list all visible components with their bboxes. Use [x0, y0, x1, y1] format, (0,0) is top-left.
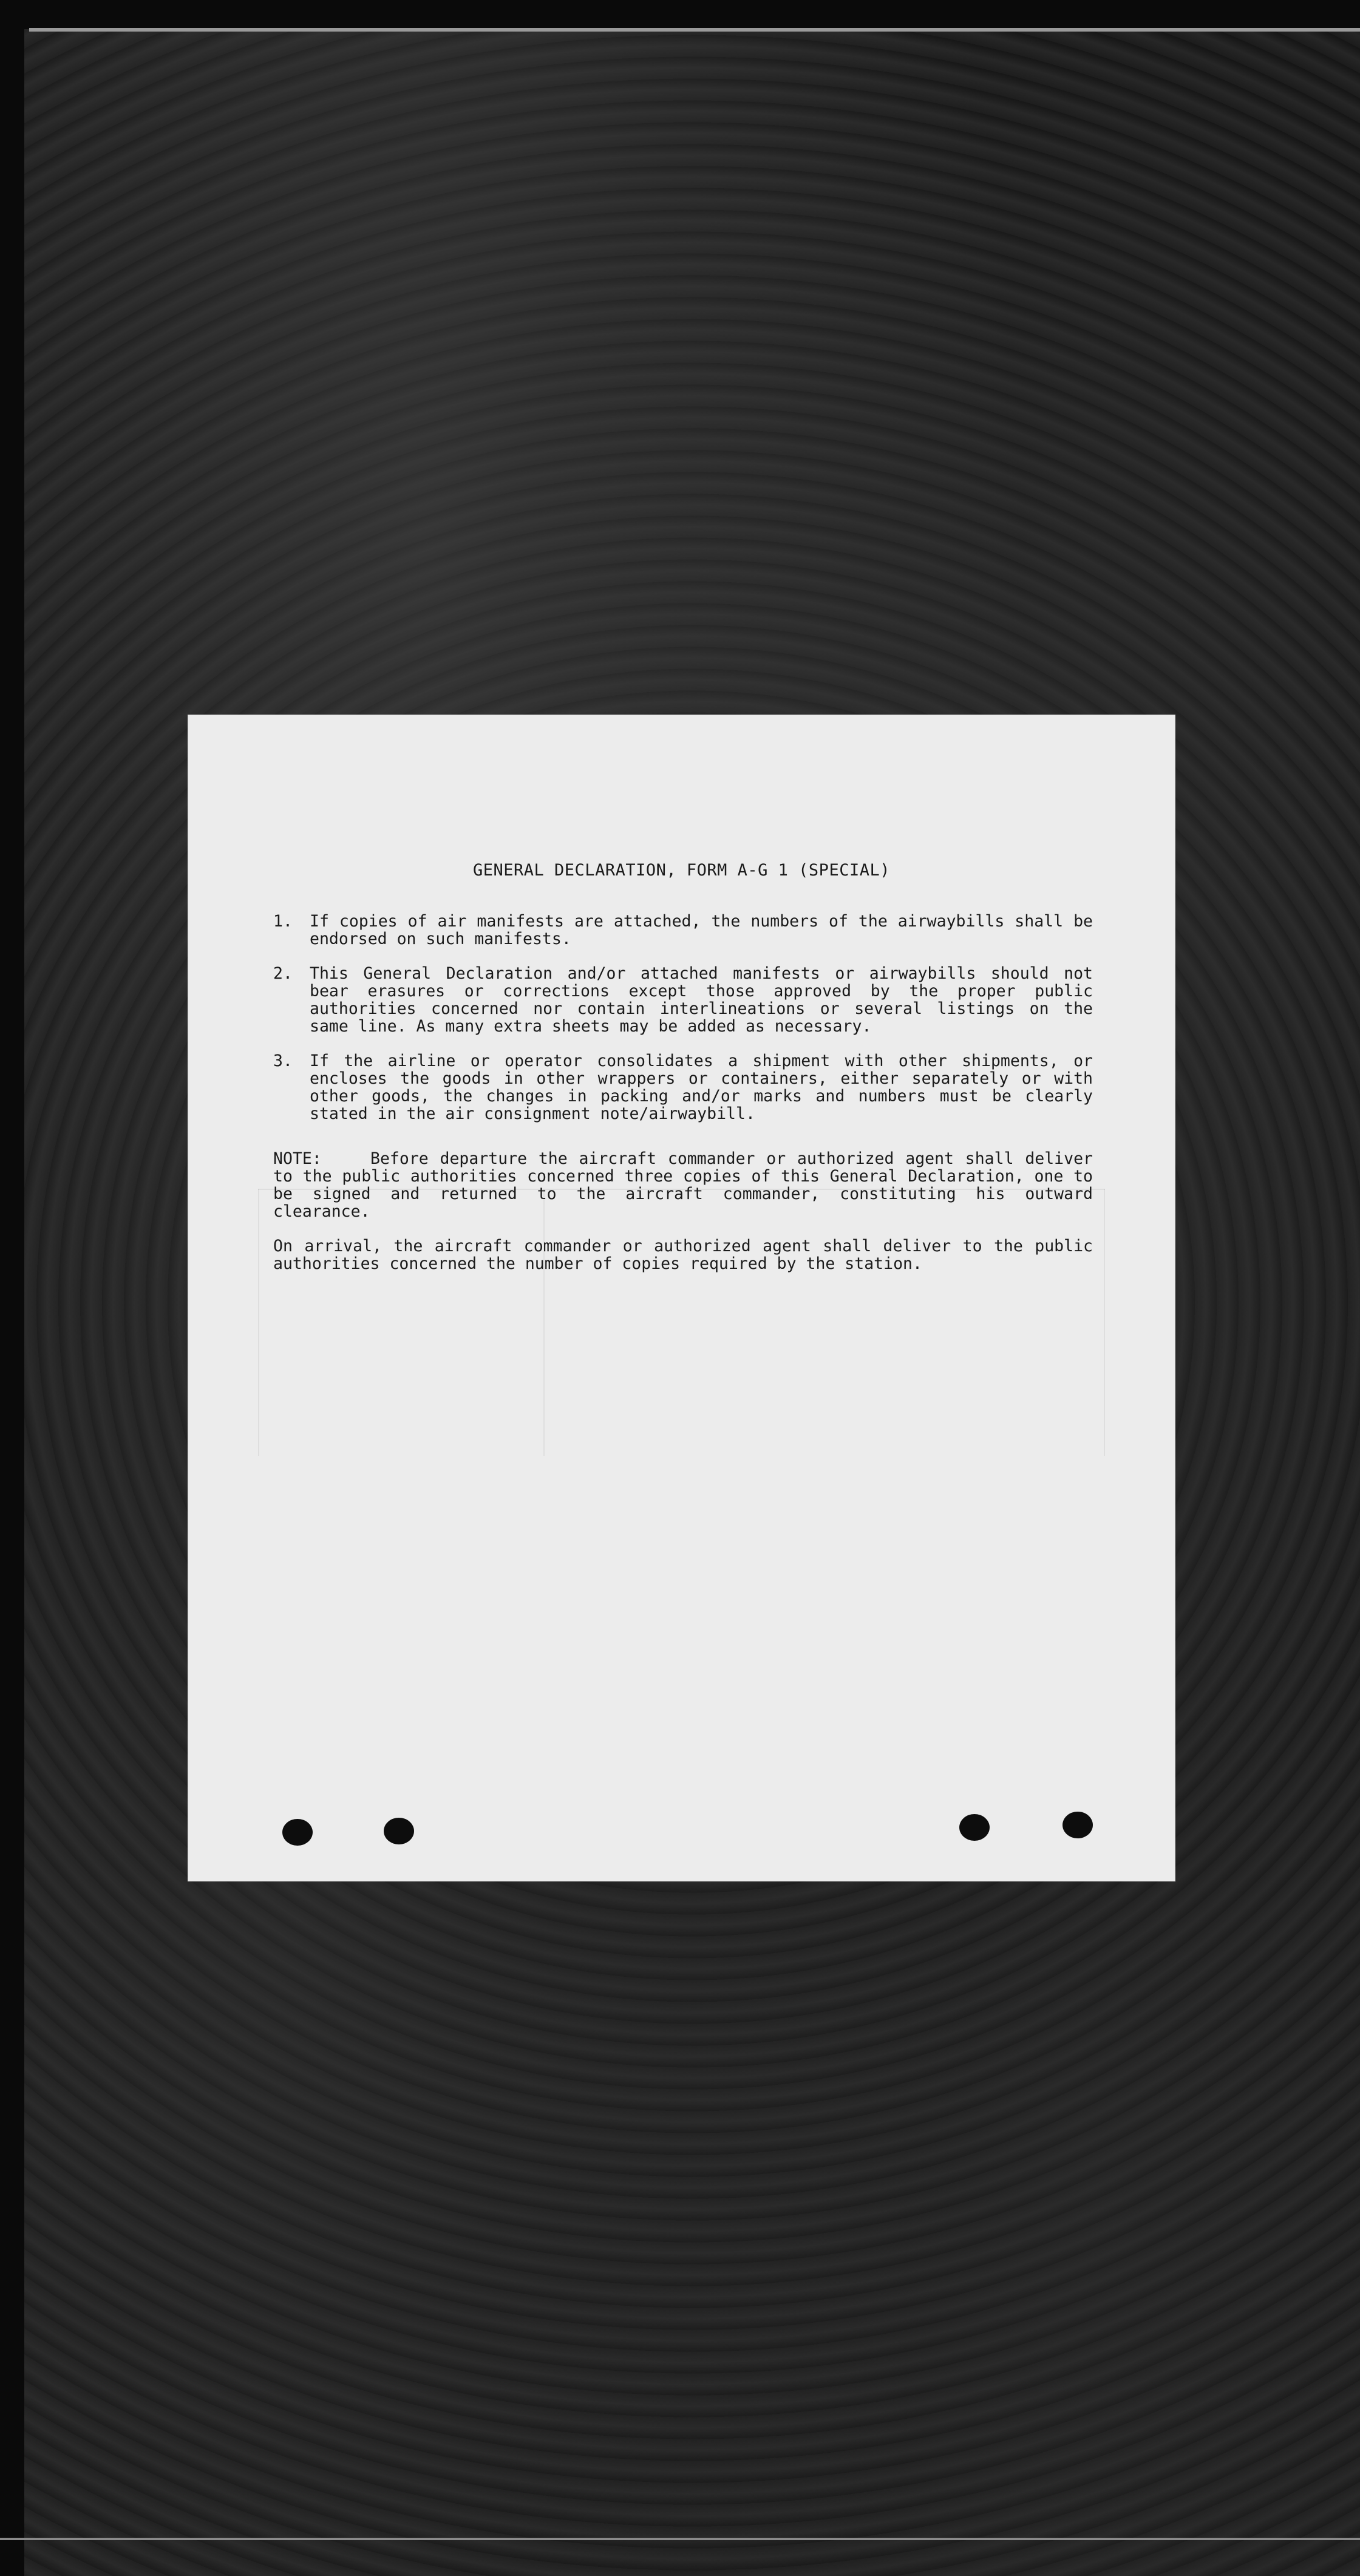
document-title: GENERAL DECLARATION, FORM A-G 1 (SPECIAL) — [473, 861, 890, 880]
item-text: This General Declaration and/or attached manifests or airwaybills should not bear erasures or corrections except those approved by the proper public authorities concerned nor contain interlineations or several listings on the same line. As many extra sheets may be added as necessary. — [310, 964, 1093, 1036]
instruction-item — [273, 912, 1093, 948]
punch-hole — [959, 1814, 990, 1841]
scan-edge-bottom — [0, 2538, 1360, 2540]
scan-edge-top — [29, 28, 1360, 32]
punch-hole — [384, 1818, 414, 1844]
punch-hole — [282, 1819, 313, 1846]
instruction-item — [273, 965, 1093, 1035]
note-text: Before departure the aircraft commander or authorized agent shall deliver to the public authorities concerned three copies of this General Declaration, one to be signed and returned to the aircraft commander, constituting his outward clearance. — [273, 1149, 1093, 1221]
item-text: If copies of air manifests are attached, the numbers of the airwaybills shall be endorsed on such manifests. — [310, 912, 1093, 948]
note-paragraph — [273, 1150, 1093, 1220]
note-label: NOTE: — [273, 1149, 322, 1168]
document-page — [188, 715, 1175, 1881]
item-number: 2. — [273, 964, 293, 983]
item-text: If the airline or operator consolidates a shipment with other shipments, or encloses the goods in other wrappers or containers, either separately or with other goods, the changes in packing and/or marks and numbers must be clearly stated in the air consignment note/airwaybill. — [310, 1052, 1093, 1123]
item-number: 1. — [273, 912, 293, 931]
punch-hole — [1062, 1812, 1093, 1838]
bleed-through-line — [258, 1189, 259, 1456]
item-number: 3. — [273, 1052, 293, 1070]
instruction-item — [273, 1052, 1093, 1123]
bleed-through-line — [1104, 1189, 1105, 1456]
document-body — [273, 912, 1093, 1273]
arrival-paragraph: On arrival, the aircraft commander or authorized agent shall deliver to the public authorities concerned the number of copies required by the station. — [273, 1237, 1093, 1273]
